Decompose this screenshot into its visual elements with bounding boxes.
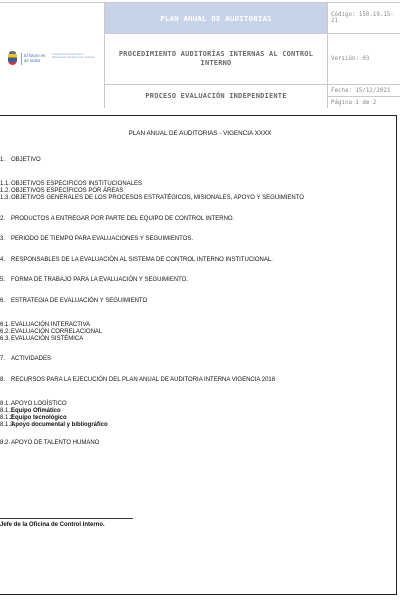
document-code: Código: 150.19.15-21 xyxy=(331,12,394,24)
document-version: Versión: 03 xyxy=(328,33,400,84)
logo-brand-text: El futuro es de todos xyxy=(24,53,46,63)
document-header xyxy=(0,2,400,107)
signature-label: Jefe de la Oficina de Control Interno. xyxy=(0,522,105,528)
procedure-title: PROCEDIMIENTO AUDITORÍAS INTERNAS AL CONTROL INTERNO xyxy=(105,33,327,84)
coat-of-arms-icon xyxy=(6,51,19,67)
plan-title: PLAN ANUAL DE AUDITORIAS xyxy=(105,3,327,33)
institution-logo xyxy=(6,51,100,67)
document-date: Fecha: 15/12/2021 xyxy=(328,84,400,96)
page-number: Página 1 de 2 xyxy=(328,96,400,108)
logo-divider xyxy=(21,53,22,65)
document-title: PLAN ANUAL DE AUDITORIAS - VIGENCIA XXXX xyxy=(128,130,272,137)
logo-cell xyxy=(0,3,105,108)
header-title-block xyxy=(105,3,327,108)
process-title: PROCESO EVALUACIÓN INDEPENDIENTE xyxy=(105,84,327,108)
signature-line xyxy=(0,518,133,519)
header-meta-block xyxy=(327,3,400,108)
logo-entity-text: Unidad para la Atención y Reparación Integral a las Víctimas xyxy=(52,52,95,60)
